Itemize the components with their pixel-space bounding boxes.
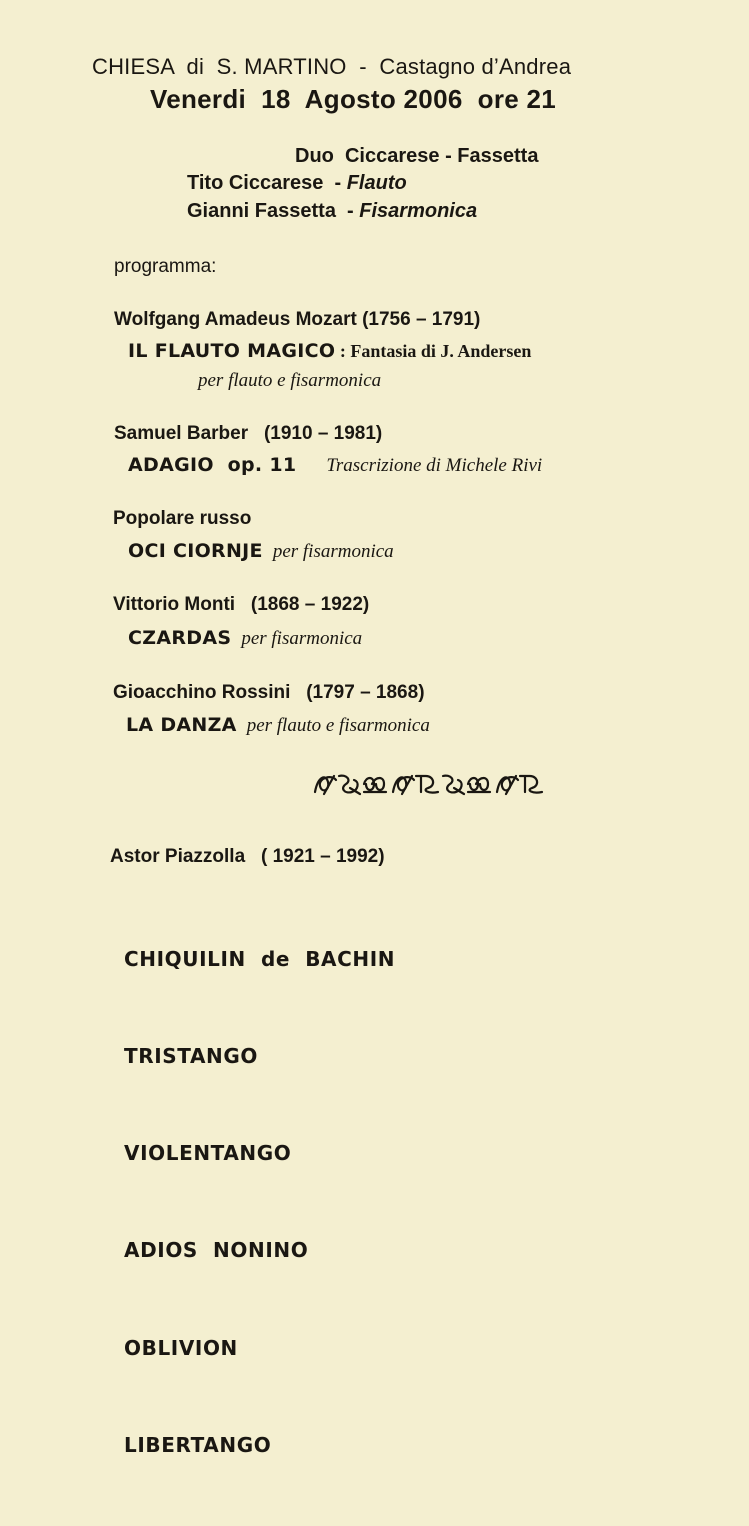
piece-line — [128, 340, 531, 362]
performer-name: Tito Ciccarese - — [187, 172, 347, 194]
venue-line: CHIESA di S. MARTINO - Castagno d’Andrea — [92, 54, 572, 79]
performer-instrument: Flauto — [346, 172, 407, 194]
piece-title: OCI CIORNJE — [128, 540, 263, 562]
composer-line: Astor Piazzolla ( 1921 – 1992) — [110, 846, 385, 867]
piece-title: ADIOS NONINO — [124, 1238, 309, 1263]
piece-title: LA DANZA — [126, 714, 237, 736]
ensemble-name: Duo Ciccarese - Fassetta — [295, 145, 539, 167]
piece-title: ADAGIO op. 11 — [128, 454, 297, 476]
piece-extra: : Fantasia di J. Andersen — [335, 341, 532, 361]
piece-title: IL FLAUTO MAGICO — [128, 340, 336, 362]
date-line: Venerdi 18 Agosto 2006 ore 21 — [150, 84, 557, 114]
piece-title: LIBERTANGO — [124, 1432, 272, 1457]
composer-line: Vittorio Monti (1868 – 1922) — [113, 594, 370, 615]
composer-line: Popolare russo — [113, 508, 252, 529]
piece-line — [126, 714, 430, 737]
performer-line — [187, 200, 477, 223]
performer-line — [187, 172, 407, 195]
piece-title: OBLIVION — [124, 1335, 238, 1360]
performer-name: Gianni Fassetta - — [187, 200, 360, 222]
piece-title: CZARDAS — [128, 627, 232, 649]
piece-note: per fisarmonica — [272, 541, 394, 562]
piece-title: TRISTANGO — [124, 1044, 259, 1069]
piece-note: per fisarmonica — [241, 628, 363, 649]
piece-line — [128, 540, 394, 563]
program-label: programma: — [114, 256, 217, 277]
composer-line: Gioacchino Rossini (1797 – 1868) — [113, 682, 425, 703]
composer-line: Wolfgang Amadeus Mozart (1756 – 1791) — [114, 309, 481, 330]
piece-note: per flauto e fisarmonica — [198, 370, 382, 391]
composer-line: Samuel Barber (1910 – 1981) — [114, 423, 383, 444]
decorative-knot-ornament-icon — [312, 770, 546, 798]
piece-note: per flauto e fisarmonica — [246, 715, 430, 736]
piece-line — [128, 454, 542, 477]
piece-line — [128, 627, 362, 650]
piece-list — [124, 878, 395, 1526]
performer-instrument: Fisarmonica — [359, 200, 478, 222]
piece-title: VIOLENTANGO — [124, 1141, 292, 1166]
piece-title: CHIQUILIN de BACHIN — [124, 946, 396, 971]
piece-note: Trascrizione di Michele Rivi — [326, 455, 543, 476]
